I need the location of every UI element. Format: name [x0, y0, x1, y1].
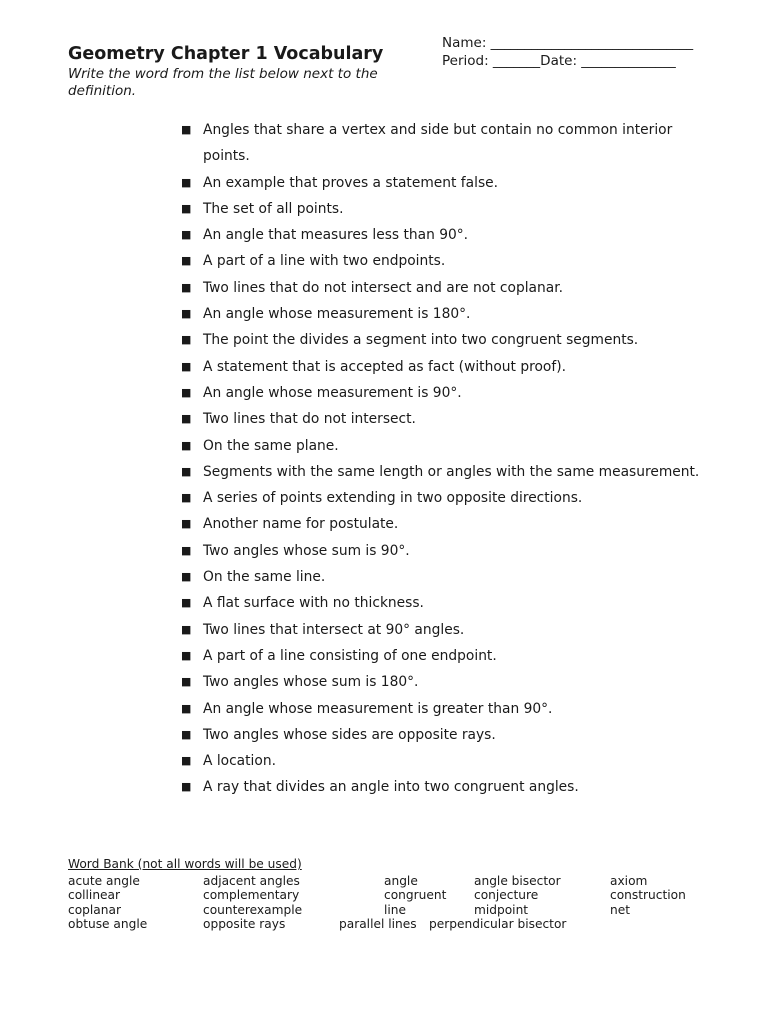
bullet-icon: ■ [181, 438, 192, 452]
bullet-icon: ■ [181, 570, 192, 584]
bullet-icon: ■ [181, 727, 192, 741]
word-bank-word: counterexample [203, 903, 303, 917]
definition-text: Two angles whose sides are opposite rays. [203, 726, 496, 743]
bullet-icon: ■ [181, 307, 192, 321]
bullet-icon: ■ [181, 648, 192, 662]
definition-text: An example that proves a statement false. [203, 174, 499, 191]
period-date-field-line: Period: _______Date: ______________ [442, 53, 676, 69]
definition-item [181, 696, 701, 722]
definition-item [181, 275, 701, 301]
word-bank-word: net [610, 903, 631, 917]
definition-text: Segments with the same length or angles with the same measurement. [203, 463, 700, 480]
word-bank-word: obtuse angle [68, 917, 148, 931]
bullet-icon: ■ [181, 754, 192, 768]
word-bank-word: complementary [203, 888, 300, 902]
definition-text: The set of all points. [203, 200, 344, 217]
bullet-icon: ■ [181, 228, 192, 242]
word-bank-word: construction [610, 888, 686, 902]
bullet-icon: ■ [181, 596, 192, 610]
word-bank-heading: Word Bank (not all words will be used) [68, 857, 302, 871]
definition-text: A series of points extending in two opposite directions. [203, 490, 583, 507]
definition-text: A part of a line consisting of one endpoint. [203, 647, 497, 664]
definition-item [181, 327, 701, 353]
definition-text: Two angles whose sum is 90°. [203, 542, 410, 559]
definition-text: The point the divides a segment into two congruent segments. [203, 332, 639, 349]
bullet-icon: ■ [181, 622, 192, 636]
definition-text: A flat surface with no thickness. [203, 595, 424, 612]
bullet-icon: ■ [181, 201, 192, 215]
word-bank-word: angle bisector [474, 874, 561, 888]
word-bank-word: opposite rays [203, 917, 286, 931]
bullet-icon: ■ [181, 123, 192, 136]
definition-text: Two lines that do not intersect and are not coplanar. [203, 279, 563, 296]
word-bank-word: congruent [384, 888, 447, 902]
definition-item [181, 722, 701, 748]
definition-item [181, 485, 701, 511]
definition-item [181, 774, 701, 800]
word-bank-word: parallel lines [339, 917, 417, 931]
word-bank-word: conjecture [474, 888, 539, 902]
bullet-icon: ■ [181, 464, 192, 478]
definition-item [181, 538, 701, 564]
word-bank-word: axiom [610, 874, 648, 888]
definition-item [181, 301, 701, 327]
definition-item [181, 170, 701, 196]
definition-text: A ray that divides an angle into two congruent angles. [203, 779, 579, 796]
definition-text: Two lines that do not intersect. [203, 411, 416, 428]
definition-text: Angles that share a vertex and side but contain no common interior points. [203, 122, 673, 165]
word-bank-word: angle [384, 874, 418, 888]
definition-item [181, 433, 701, 459]
bullet-icon: ■ [181, 675, 192, 689]
word-bank-word: perpendicular bisector [429, 917, 567, 931]
word-bank-word: line [384, 903, 406, 917]
definition-item [181, 459, 701, 485]
definition-text: Two angles whose sum is 180°. [203, 674, 419, 691]
word-bank-word: coplanar [68, 903, 121, 917]
bullet-icon: ■ [181, 254, 192, 268]
definition-text: Two lines that intersect at 90° angles. [203, 621, 465, 638]
bullet-icon: ■ [181, 543, 192, 557]
definition-text: An angle whose measurement is greater than 90°. [203, 700, 553, 717]
definition-item [181, 406, 701, 432]
bullet-icon: ■ [181, 701, 192, 715]
bullet-icon: ■ [181, 385, 192, 399]
definition-item [181, 222, 701, 248]
definition-text: A location. [203, 753, 276, 770]
definition-item [181, 564, 701, 590]
definition-text: On the same plane. [203, 437, 339, 454]
definition-item [181, 669, 701, 695]
definition-text: A part of a line with two endpoints. [203, 253, 446, 270]
definition-item [181, 354, 701, 380]
definition-item [181, 380, 701, 406]
definition-item [181, 117, 701, 170]
bullet-icon: ■ [181, 491, 192, 505]
bullet-icon: ■ [181, 412, 192, 426]
bullet-icon: ■ [181, 175, 192, 189]
instructions: Write the word from the list below next to the definition. [68, 66, 378, 99]
definition-item [181, 748, 701, 774]
definition-item [181, 248, 701, 274]
definition-text: An angle whose measurement is 90°. [203, 384, 462, 401]
word-bank-word: acute angle [68, 874, 140, 888]
definition-text: A statement that is accepted as fact (without proof). [203, 358, 566, 375]
name-field-line: Name: ______________________________ [442, 35, 694, 51]
page-title: Geometry Chapter 1 Vocabulary [68, 44, 384, 64]
word-bank-word: midpoint [474, 903, 529, 917]
word-bank-word: collinear [68, 888, 121, 902]
bullet-icon: ■ [181, 780, 192, 794]
bullet-icon: ■ [181, 517, 192, 531]
definitions-list [181, 117, 701, 801]
definition-text: Another name for postulate. [203, 516, 399, 533]
bullet-icon: ■ [181, 333, 192, 347]
definition-text: An angle whose measurement is 180°. [203, 306, 471, 323]
definition-text: An angle that measures less than 90°. [203, 227, 469, 244]
bullet-icon: ■ [181, 280, 192, 294]
definition-item [181, 617, 701, 643]
definition-item [181, 643, 701, 669]
definition-item [181, 511, 701, 537]
definition-text: On the same line. [203, 569, 326, 586]
bullet-icon: ■ [181, 359, 192, 373]
definition-item [181, 590, 701, 616]
word-bank-word: adjacent angles [203, 874, 300, 888]
definition-item [181, 196, 701, 222]
